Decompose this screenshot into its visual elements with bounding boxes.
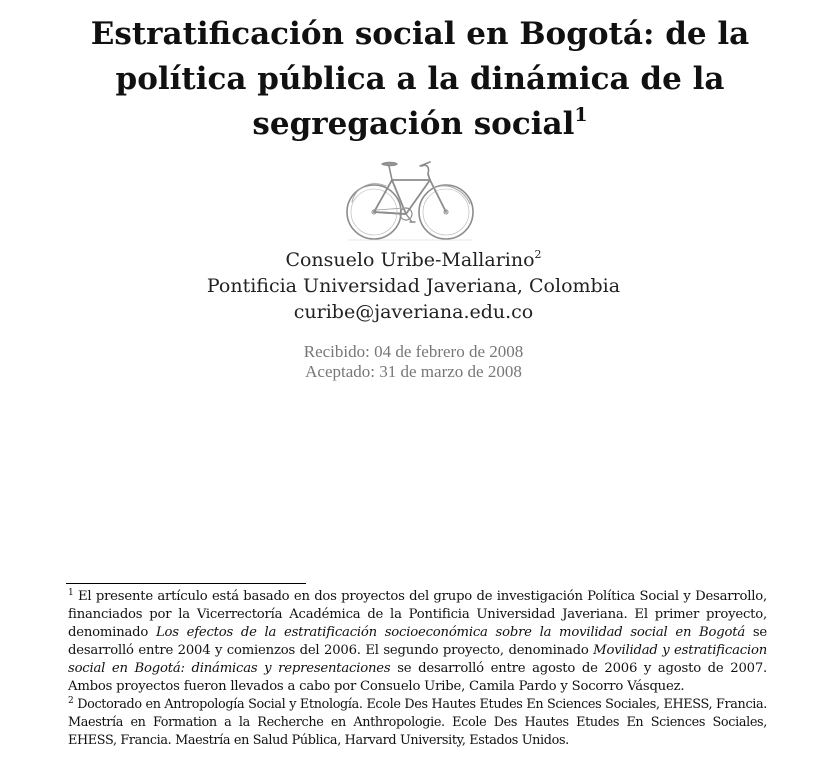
author-name: Consuelo Uribe-Mallarino: [285, 249, 535, 271]
author-affiliation: Pontificia Universidad Javeriana, Colombia: [206, 275, 621, 297]
footnote-divider: [66, 583, 306, 584]
footnote-1-project-title-2: Movilidad y estratificacion social en Bogotá: dinámicas y representaciones: [68, 643, 767, 676]
author-footnote-marker[interactable]: 2: [534, 248, 542, 261]
footnote-1-text-b: se desarrolló entre 2004 y comienzos del 2006. El segundo proyecto, denominado: [68, 625, 767, 658]
footnote-1: [68, 588, 767, 696]
footnote-1-project-title-1: Los efectos de la estratificación socioeconómica sobre la movilidad social en Bogotá: [155, 625, 746, 640]
title-footnote-marker[interactable]: 1: [574, 104, 588, 126]
footnote-1-text-c: se desarrolló entre agosto de 2006 y agosto de 2007. Ambos proyectos fueron llevados a cabo por Consuelo Uribe, Camila Pardo y Socorro Vásquez.: [68, 661, 768, 694]
article-title-text: Estratificación social en Bogotá: de la política pública a la dinámica de la segregación social: [90, 16, 750, 142]
footnote-2-marker: 2: [68, 696, 74, 706]
footnote-2-text: Doctorado en Antropología Social y Etnología. Ecole Des Hautes Etudes En Sciences Sociales, EHESS, Francia. Maestría en Formation a la Recherche en Anthropologie. Ecole Des Hautes Etudes En Sciences Sociales, EHESS, Francia. Maestría en Salud Pública, Harvard University, Estados Unidos.: [68, 697, 767, 748]
footnote-1-text-a: El presente artículo está basado en dos proyectos del grupo de investigación Política Social y Desarrollo, financiados por la Vicerrectoría Académica de la Pontificia Universidad Javeriana. El primer proyecto, denominado: [68, 589, 767, 640]
bicycle-icon: [344, 152, 476, 244]
submission-dates: [40, 342, 787, 382]
accepted-date: Aceptado: 31 de marzo de 2008: [305, 362, 522, 381]
footnotes: [68, 588, 767, 750]
author-name-line: [40, 247, 787, 273]
received-date: Recibido: 04 de febrero de 2008: [303, 342, 524, 361]
footnote-2: [68, 696, 767, 750]
author-email[interactable]: curibe@javeriana.edu.co: [293, 301, 534, 323]
article-title: [40, 12, 800, 147]
author-block: [40, 247, 787, 325]
footnote-1-marker: 1: [68, 588, 74, 598]
